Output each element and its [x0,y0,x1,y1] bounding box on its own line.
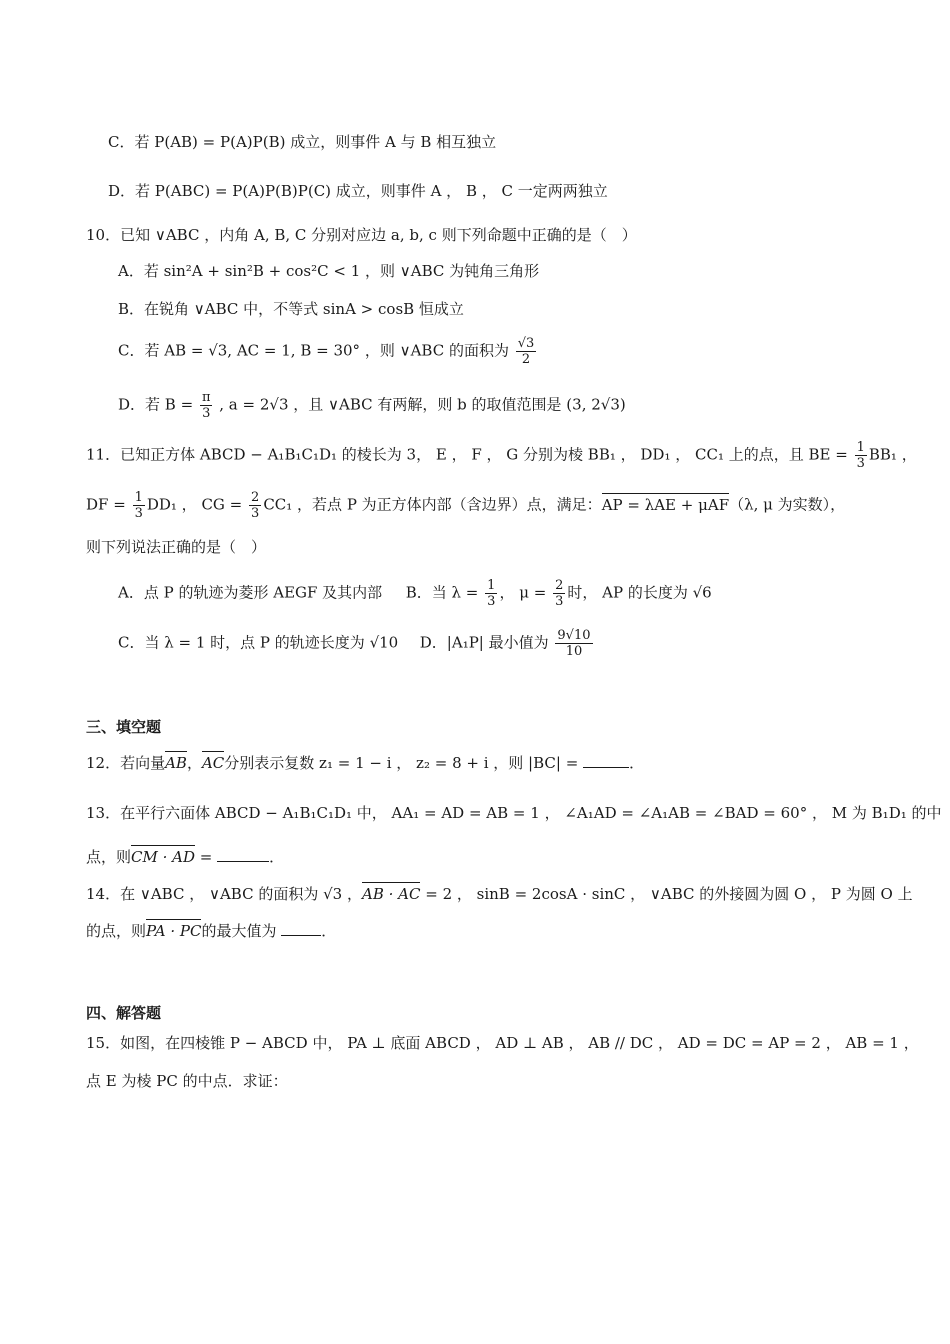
q13-line-2 [86,846,284,868]
q10-option-d-text-post: , a = 2√3 ，且 ∨ABC 有两解，则 b 的取值范围是 (3, 2√3) [219,395,626,414]
q10-option-c [118,336,538,367]
q11-option-b-mid: ， μ = [499,583,547,602]
section-4-heading: 四、解答题 [86,1004,162,1022]
q11-vector-equation: AP = λAE + μAF [601,495,730,514]
q10-option-d-text-pre: D．若 B = [118,395,194,414]
q10-option-d-fraction [200,390,213,421]
q11-line-2-a: DF = [86,495,126,514]
q11-option-d-fraction [555,628,592,659]
q12-answer-blank [583,753,629,768]
q13-vector-product: CM · AD [131,848,196,866]
q11-line-3: 则下列说法正确的是（ ） [86,538,267,556]
fraction-denominator: 3 [487,594,496,609]
fraction-denominator: 10 [565,644,583,659]
fraction-denominator: 3 [202,406,211,421]
fraction-denominator: 3 [251,506,260,521]
q9-option-c [108,131,496,153]
q14-line-2-post: 的最大值为 [201,922,277,940]
fraction-numerator: 1 [487,578,496,593]
q14-vector-pa-pc: PA · PC [146,922,202,940]
q9-option-d [108,180,608,202]
fraction-numerator: 2 [555,578,564,593]
q11-options-cd [118,628,595,659]
q12-pre: 12．若向量 [86,754,166,772]
q14-line-1-post: = 2 ， sinB = 2cosA · sinC ， ∨ABC 的外接圆为圆 O ， P 为圆 O 上 [420,885,913,903]
q11-option-b-pre: B．当 λ = [405,583,479,602]
q15-line-1: 15．如图，在四棱锥 P − ABCD 中， PA ⊥ 底面 ABCD ， AD ⊥ AB ， AB // DC ， AD = DC = AP = 2 ， AB = 1 ， [86,1034,919,1052]
q11-line-1-text: 11．已知正方体 ABCD − A₁B₁C₁D₁ 的棱长为 3， E ， F ， G 分别为棱 BB₁ ， DD₁ ， CC₁ 上的点，且 BE = [86,445,848,464]
q14-line-1-pre: 14．在 ∨ABC ， ∨ABC 的面积为 √3 ， [86,885,362,903]
q13-line-2-eq: = [195,848,213,866]
q11-option-b-post: 时， AP 的长度为 √6 [567,583,712,602]
section-3-heading: 三、填空题 [86,718,162,736]
q10-option-b: B．在锐角 ∨ABC 中，不等式 sinA > cosB 恒成立 [118,300,464,318]
fraction-numerator: 1 [134,490,143,505]
q12-end: ． [629,754,645,772]
q9-option-d-label: D． [108,182,136,200]
q10-stem: 10．已知 ∨ABC ，内角 A, B, C 分别对应边 a, b, c 则下列命题中正确的是（ ） [86,226,637,244]
q11-line-1-text-post: BB₁ ， [868,445,917,464]
fraction-numerator: 2 [251,490,260,505]
q12-line [86,752,644,774]
q11-line-1 [86,440,917,471]
fraction-denominator: 3 [555,594,564,609]
fraction-denominator: 2 [521,352,531,367]
fraction-numerator: √3 [517,336,535,351]
fraction-numerator: π [201,390,211,405]
fraction-denominator: 3 [856,456,865,471]
q14-line-2 [86,920,336,942]
q14-line-1 [86,883,913,905]
fraction-denominator: 3 [134,506,143,521]
q12-vector-ab: AB [165,754,187,772]
q11-line-2-d: （λ, μ 为实数）， [729,495,846,514]
fraction-numerator: 9√10 [557,628,591,643]
q11-line-2-c: CC₁ ，若点 P 为正方体内部（含边界）点，满足： [263,495,602,514]
q12-vector-ac: AC [201,754,225,772]
q9-option-c-text: 若 P(AB) = P(A)P(B) 成立，则事件 A 与 B 相互独立 [134,133,497,151]
q14-line-2-pre: 的点，则 [86,922,147,940]
q13-end: ． [269,848,285,866]
q11-line-1-fraction [855,440,867,471]
q14-answer-blank [281,921,321,936]
q10-option-c-text: C．若 AB = √3, AC = 1, B = 30° ，则 ∨ABC 的面积为 [118,341,509,360]
q11-line-2-fraction-b [249,490,261,521]
q11-line-2 [86,490,845,521]
q11-option-b-fraction-1 [485,578,497,609]
q11-line-2-fraction-a [133,490,145,521]
q10-option-a: A．若 sin²A + sin²B + cos²C < 1 ，则 ∨ABC 为钝角三角形 [118,262,540,280]
q12-post: 分别表示复数 z₁ = 1 − i ， z₂ = 8 + i ，则 |BC| = [224,754,579,772]
q11-option-b-fraction-2 [553,578,565,609]
q11-option-c: C．当 λ = 1 时，点 P 的轨迹长度为 √10 [118,633,399,652]
q13-line-2-pre: 点，则 [86,848,132,866]
q14-vector-product: AB · AC [361,885,421,903]
q11-option-d-pre: D．|A₁P| 最小值为 [419,633,549,652]
fraction-numerator: 1 [856,440,865,455]
q10-option-d [118,390,626,421]
q12-mid: ， [186,754,202,772]
q13-answer-blank [217,847,269,862]
q9-option-c-label: C． [108,133,135,151]
q14-end: ． [321,922,337,940]
q11-options-ab [118,578,712,609]
q11-line-2-b: DD₁ ， CG = [146,495,243,514]
q13-line-1: 13．在平行六面体 ABCD − A₁B₁C₁D₁ 中， AA₁ = AD = AB = 1 ， ∠A₁AD = ∠A₁AB = ∠BAD = 60° ， M 为 B₁D₁ 的中 [86,804,942,822]
q15-line-2: 点 E 为棱 PC 的中点．求证： [86,1072,288,1090]
q9-option-d-text: 若 P(ABC) = P(A)P(B)P(C) 成立，则事件 A ， B ， C 一定两两独立 [135,182,608,200]
q11-option-a: A．点 P 的轨迹为菱形 AEGF 及其内部 [118,583,383,602]
q10-option-c-fraction [516,336,537,367]
